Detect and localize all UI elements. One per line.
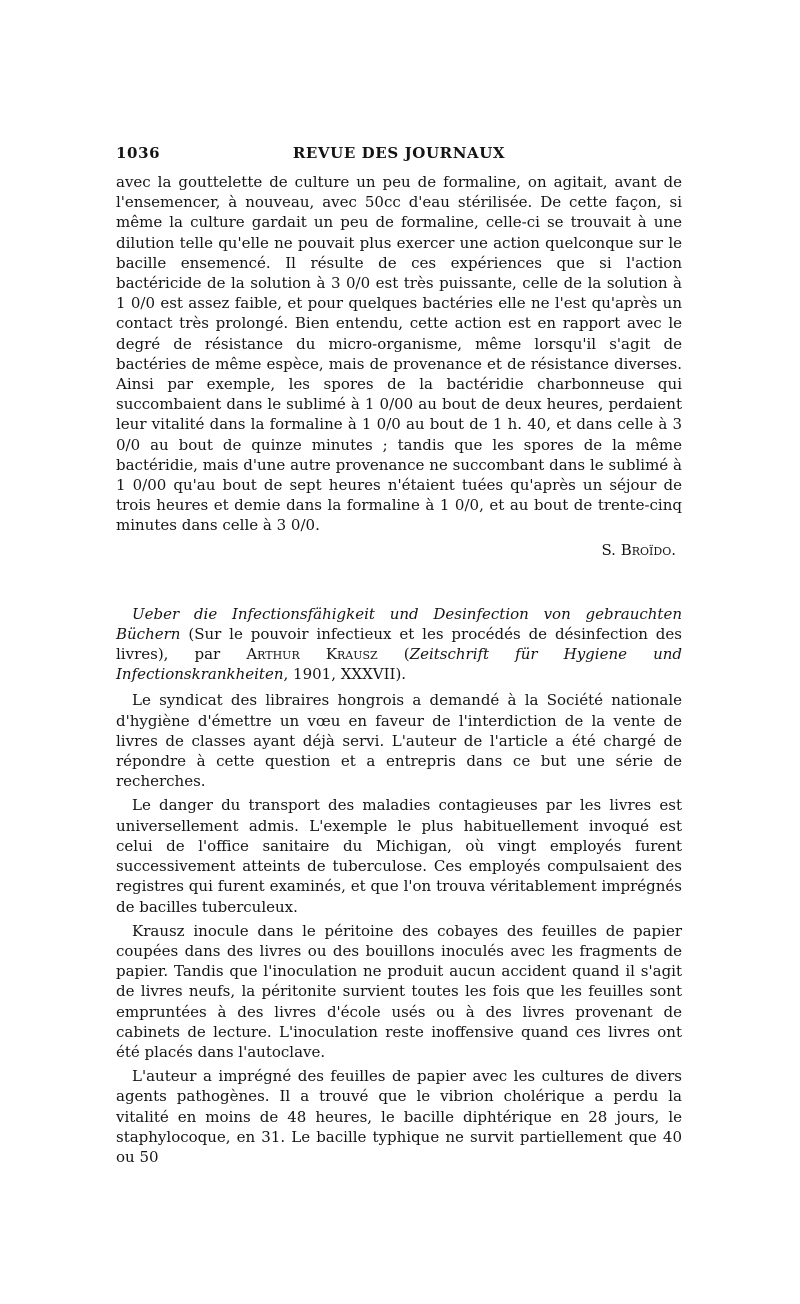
article-title-french: (Sur le pouvoir infectieux et les procédés de désinfection des livres), par	[116, 624, 682, 664]
article-author: Arthur Krausz	[246, 645, 378, 664]
article-title-german: Ueber die Infectionsfähigkeit und Desinfection von gebrauchten Büchern	[116, 604, 682, 643]
body-paragraph: Le syndicat des libraires hongrois a demandé à la Société nationale d'hygiène d'émettre un vœu en faveur de l'interdiction de la vente de livres de classes ayant déjà servi. L'auteur de l'article a été chargé de répondre à cette question et a entrepris dans ce but une série de recherches.	[116, 691, 682, 791]
body-paragraph: Krausz inocule dans le péritoine des cobayes des feuilles de papier coupées dans des livres ou des bouillons inoculés avec les fragments de papier. Tandis que l'inoculation ne produit aucun accident quand il s'agit de livres neufs, la péritonite survient toutes les fois que les feuilles sont empruntées à des livres d'école usés ou à des livres provenant de cabinets de lecture. L'inoculation reste inoffensive quand ces livres ont été placés dans l'autoclave.	[116, 921, 682, 1061]
journal-name: Zeitschrift für Hygiene und Infectionskrankheiten	[116, 645, 682, 684]
body-paragraph: L'auteur a imprégné des feuilles de papier avec les cultures de divers agents pathogènes. Il a trouvé que le vibrion cholérique a perdu la vitalité en moins de 48 heures, le bacille diphtérique en 28 jours, le staphylocoque, en 31. Le bacille typhique ne survit partiellement que 40 ou 50	[116, 1067, 682, 1166]
author-signature: S. Broïdo.	[601, 540, 676, 559]
article-heading	[116, 604, 682, 685]
page-number: 1036	[116, 144, 161, 162]
source-close: , 1901, XXXVII).	[283, 665, 407, 684]
continued-paragraph: avec la gouttelette de culture un peu de formaline, on agitait, avant de l'ensemencer, à nouveau, avec 50cc d'eau stérilisée. De cette façon, si même la culture gardait un peu de formaline, celle-ci se trouvait à une dilution telle qu'elle ne pouvait plus exercer une action quelconque sur le bacille ensemencé. Il résulte de ces expériences que si l'action bactéricide de la solution à 3 0/0 est très puissante, celle de la solution à 1 0/0 est assez faible, et pour quelques bactéries elle ne l'est qu'après un contact très prolongé. Bien entendu, cette action est en rapport avec le degré de résistance du micro-organisme, même lorsqu'il s'agit de bactéries de même espèce, mais de provenance et de résistance diverses. Ainsi par exemple, les spores de la bactéridie charbonneuse qui succombaient dans le sublimé à 1 0/00 au bout de deux heures, perdaient leur vitalité dans la formaline à 1 0/0 au bout de 1 h. 40, et dans celle à 3 0/0 au bout de quinze minutes ; tandis que les spores de la même bactéridie, mais d'une autre provenance ne succombant dans le sublimé à 1 0/00 qu'au bout de sept heures n'étaient tuées qu'après un séjour de trois heures et demie dans la formaline à 1 0/0, et au bout de trente-cinq minutes dans celle à 3 0/0.	[116, 173, 682, 535]
running-title: REVUE DES JOURNAUX	[292, 144, 506, 162]
document-page	[116, 144, 682, 1167]
source-open: (	[377, 645, 410, 664]
running-header	[116, 144, 682, 172]
body-paragraph: Le danger du transport des maladies contagieuses par les livres est universellement admis. L'exemple le plus habituellement invoqué est celui de l'office sanitaire du Michigan, où vingt employés furent successivement atteints de tuberculose. Ces employés compulsaient des registres qui furent examinés, et que l'on trouva véritablement imprégnés de bacilles tuberculeux.	[116, 796, 682, 916]
